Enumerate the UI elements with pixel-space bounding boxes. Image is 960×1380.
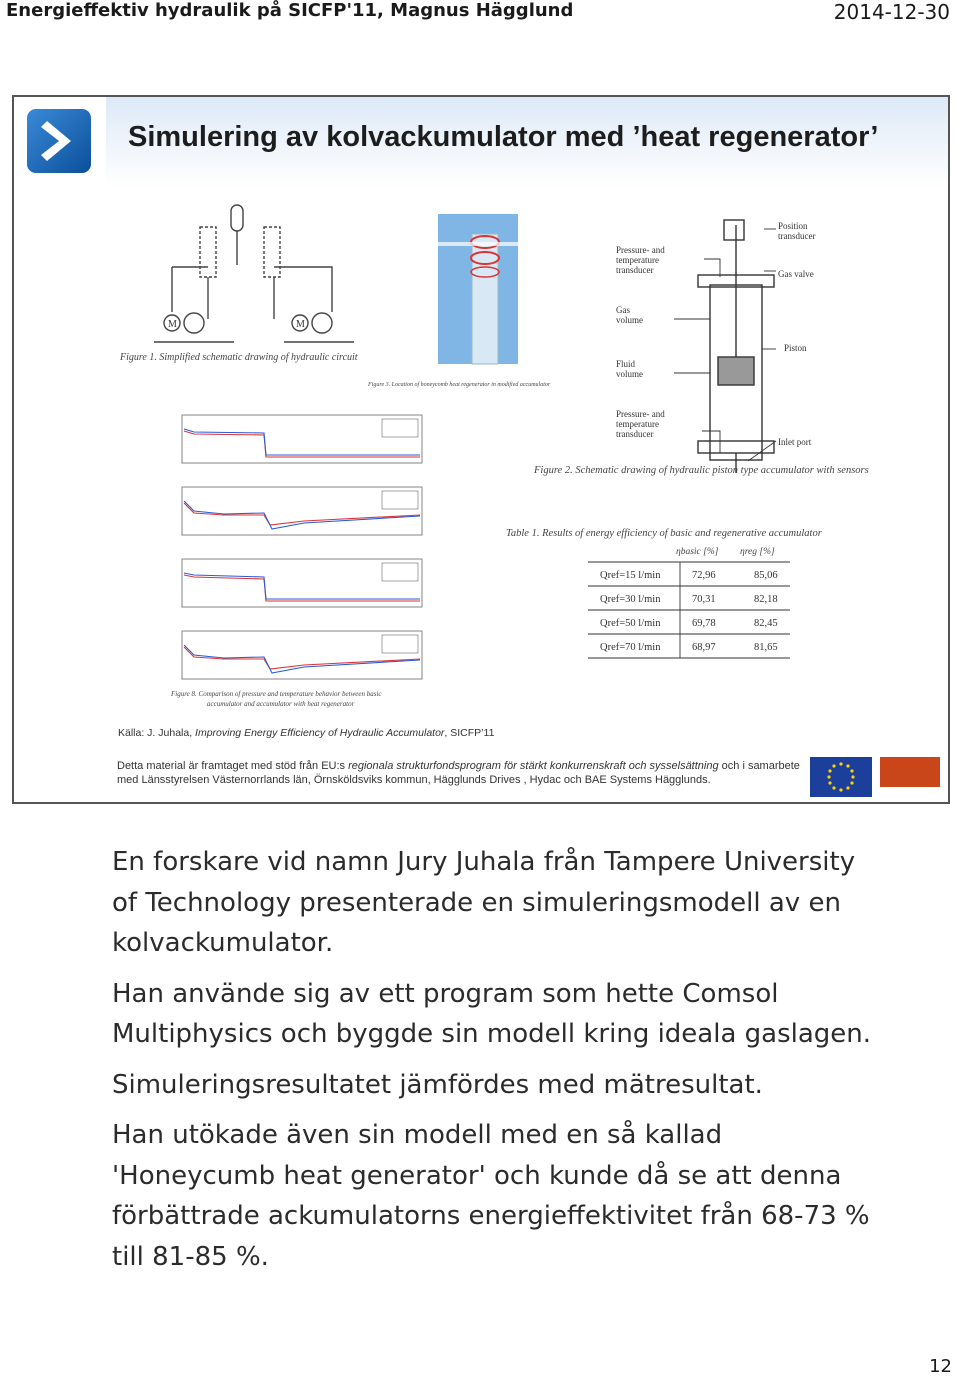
svg-text:accumulator and accumulator wi: accumulator and accumulator with heat regenerator bbox=[207, 700, 355, 708]
table-cell-reg: 85,06 bbox=[754, 570, 778, 581]
label-gas-valve: Gas valve bbox=[778, 269, 814, 279]
ith-logo-icon bbox=[880, 757, 940, 793]
label-gas-volume: Gas bbox=[616, 305, 630, 315]
table-cell-reg: 81,65 bbox=[754, 642, 778, 653]
svg-text:Figure 3. Location of honeyco: Figure 3. Location of honeycomb heat regenerator in modified accumulator bbox=[368, 382, 551, 388]
table-cell-basic: 70,31 bbox=[692, 594, 716, 605]
label-position-transducer: transducer bbox=[778, 231, 816, 241]
label-pt-transducer-bottom: temperature bbox=[616, 419, 659, 429]
source-citation bbox=[118, 727, 494, 739]
source-rest: , SICFP’11 bbox=[444, 727, 495, 739]
figure-1-schematic bbox=[114, 197, 454, 372]
table-cell-reg: 82,18 bbox=[754, 594, 778, 605]
table-cell-reg: 82,45 bbox=[754, 618, 778, 629]
figure-8-caption bbox=[169, 687, 439, 711]
table-col-reg: ηreg [%] bbox=[740, 547, 775, 557]
m-label: M bbox=[296, 319, 305, 330]
svg-text:Figure 8. Comparison of press: Figure 8. Comparison of pressure and temperature behavior between basic bbox=[171, 690, 382, 698]
header-title: Energieffektiv hydraulik på SICFP'11, Magnus Hägglund bbox=[6, 0, 574, 21]
figure-2-accumulator bbox=[614, 215, 944, 475]
table-row-label: Qref=70 l/min bbox=[600, 642, 661, 653]
paragraph: En forskare vid namn Jury Juhala från Tampere University of Technology presenterade en simuleringsmodell av en kolvackumulator. bbox=[112, 847, 856, 958]
label-fluid-volume: Fluid bbox=[616, 359, 636, 369]
table-caption: Table 1. Results of energy efficiency of basic and regenerative accumulator bbox=[506, 528, 822, 539]
chevron-right-icon bbox=[27, 109, 91, 173]
table-cell-basic: 68,97 bbox=[692, 642, 716, 653]
slide-image bbox=[12, 95, 950, 804]
page-number: 12 bbox=[929, 1356, 952, 1377]
paragraph: Han utökade även sin modell med en så kallad 'Honeycumb heat generator' och kunde då se att denna förbättrade ackumulatorns energieffektivitet från 68-73 % till 81-85 %. bbox=[112, 1120, 870, 1272]
label-pt-transducer-top: Pressure- and bbox=[616, 245, 665, 255]
slide-title: Simulering av kolvackumulator med ’heat regenerator’ bbox=[128, 121, 879, 153]
header-date: 2014-12-30 bbox=[833, 0, 950, 24]
label-pt-transducer-top: transducer bbox=[616, 265, 654, 275]
table-cell-basic: 69,78 bbox=[692, 618, 716, 629]
table-row-label: Qref=15 l/min bbox=[600, 570, 661, 581]
figure-2-caption bbox=[532, 461, 932, 477]
label-piston: Piston bbox=[784, 343, 807, 353]
label-pt-transducer-top: temperature bbox=[616, 255, 659, 265]
label-fluid-volume: volume bbox=[616, 369, 643, 379]
eu-flag-icon bbox=[810, 757, 872, 797]
label-pt-transducer-bottom: Pressure- and bbox=[616, 409, 665, 419]
figure-1-caption: Figure 1. Simplified schematic drawing of hydraulic circuit bbox=[120, 352, 358, 363]
paragraph: Simuleringsresultatet jämfördes med mätresultat. bbox=[112, 1069, 763, 1100]
figure-3-regenerator bbox=[438, 214, 548, 384]
paragraph: Han använde sig av ett program som hette Comsol Multiphysics och byggde sin modell kring ideala gaslagen. bbox=[112, 978, 872, 1049]
funding-text-c: och i samarbete med Länsstyrelsen Västernorrlands län, Örnsköldsviks kommun, Hägglunds Drives , Hydac och BAE Systems Hägglunds. bbox=[117, 760, 800, 786]
m-label: M bbox=[168, 319, 177, 330]
body-text bbox=[112, 842, 872, 1287]
label-inlet-port: Inlet port bbox=[778, 437, 812, 447]
svg-text:Figure 2. Schematic drawing o: Figure 2. Schematic drawing of hydraulic piston type accumulator with sensors bbox=[534, 465, 869, 476]
source-title: Improving Energy Efficiency of Hydraulic Accumulator bbox=[195, 727, 445, 739]
funding-text-b: regionala strukturfondsprogram för stärkt konkurrenskraft och sysselsättning bbox=[348, 760, 719, 772]
label-pt-transducer-bottom: transducer bbox=[616, 429, 654, 439]
figure-8-plots bbox=[164, 407, 434, 717]
figure-3-caption bbox=[364, 377, 604, 389]
funding-note bbox=[117, 759, 807, 787]
funding-text-a: Detta material är framtaget med stöd från EU:s bbox=[117, 760, 349, 772]
table-1 bbox=[504, 522, 924, 672]
table-row-label: Qref=50 l/min bbox=[600, 618, 661, 629]
source-label: Källa: J. Juhala, bbox=[118, 727, 196, 739]
table-row-label: Qref=30 l/min bbox=[600, 594, 661, 605]
table-cell-basic: 72,96 bbox=[692, 570, 716, 581]
label-position-transducer: Position bbox=[778, 221, 808, 231]
label-gas-volume: volume bbox=[616, 315, 643, 325]
table-col-basic: ηbasic [%] bbox=[676, 547, 719, 557]
